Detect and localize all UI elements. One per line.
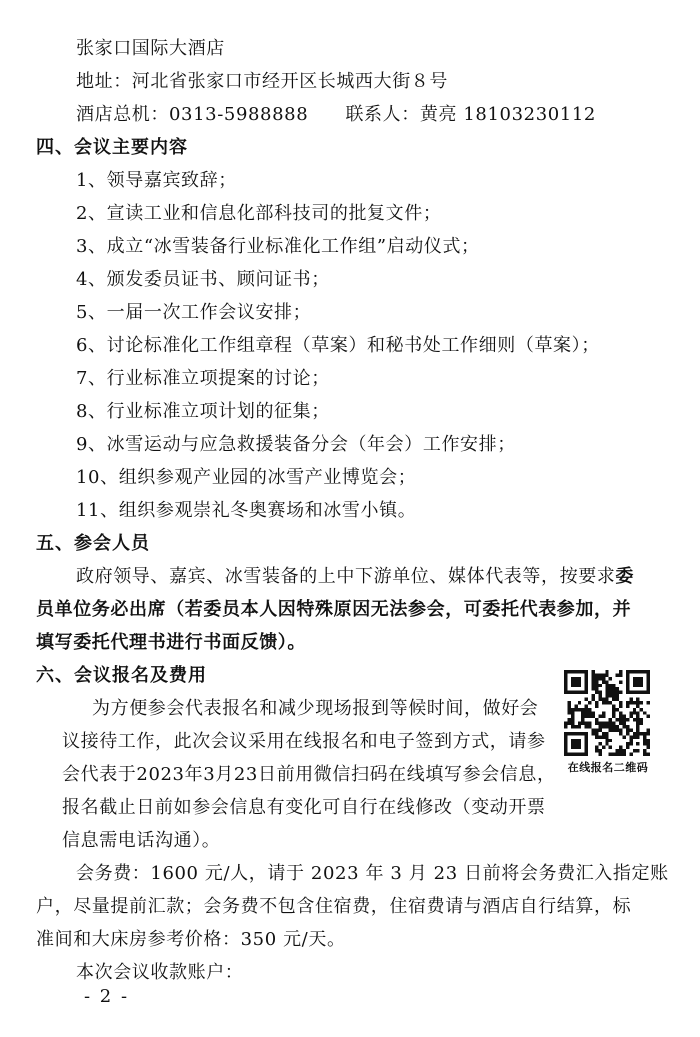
registration-para-line: 为方便参会代表报名和减少现场报到等候时间，做好会 [92,698,539,719]
page-number: - 2 - [84,986,130,1007]
fee-para-line: 会务费：1600 元/人，请于 2023 年 3 月 23 日前将会务费汇入指定账 [76,863,669,884]
attendees-text: 政府领导、嘉宾、冰雪装备的上中下游单位、媒体代表等，按要求 [76,566,616,587]
agenda-item: 3、成立“冰雪装备行业标准化工作组”启动仪式； [76,236,480,257]
agenda-item: 8、行业标准立项计划的征集； [76,401,330,422]
agenda-item: 10、组织参观产业园的冰雪产业博览会； [76,467,417,488]
registration-qr-block [556,670,674,776]
agenda-item: 1、领导嘉宾致辞； [76,170,237,191]
registration-para-line: 报名截止日前如参会信息有变化可自行在线修改（变动开票 [62,797,546,818]
attendees-emphasis: 委 [615,566,635,587]
section4-heading: 四、会议主要内容 [36,137,188,158]
section5-heading: 五、参会人员 [36,533,150,554]
agenda-item: 4、颁发委员证书、顾问证书； [76,269,330,290]
fee-para-line: 准间和大床房参考价格：350 元/天。 [36,929,346,950]
agenda-item: 11、组织参观崇礼冬奥赛场和冰雪小镇。 [76,500,417,521]
account-label: 本次会议收款账户： [76,962,244,983]
registration-para-line: 信息需电话沟通）。 [62,830,221,851]
agenda-item: 6、讨论标准化工作组章程（草案）和秘书处工作细则（草案）； [76,335,600,356]
hotel-name: 张家口国际大酒店 [76,38,225,59]
section6-heading: 六、会议报名及费用 [36,665,207,686]
attendees-line-2: 员单位务必出席（若委员本人因特殊原因无法参会，可委托代表参加，并 [36,599,632,620]
attendees-line-1 [76,562,634,592]
agenda-item: 2、宣读工业和信息化部科技司的批复文件； [76,203,442,224]
registration-para-line: 会代表于2023年3月23日前用微信扫码在线填写参会信息， [62,764,556,785]
fee-para-line: 户，尽量提前汇款；会务费不包含住宿费，住宿费请与酒店自行结算，标 [36,896,632,917]
agenda-item: 5、一届一次工作会议安排； [76,302,312,323]
registration-para-line: 议接待工作，此次会议采用在线报名和电子签到方式，请参 [62,731,546,752]
attendees-line-3: 填写委托代理书进行书面反馈）。 [36,632,306,653]
hotel-phone-contact: 酒店总机：0313-5988888 联系人：黄亮 18103230112 [76,104,596,125]
agenda-item: 7、行业标准立项提案的讨论； [76,368,330,389]
qr-caption: 在线报名二维码 [567,761,649,774]
hotel-address: 地址：河北省张家口市经开区长城西大街８号 [76,71,448,92]
agenda-item: 9、冰雪运动与应急救援装备分会（年会）工作安排； [76,434,516,455]
qr-code-image[interactable] [564,670,650,756]
